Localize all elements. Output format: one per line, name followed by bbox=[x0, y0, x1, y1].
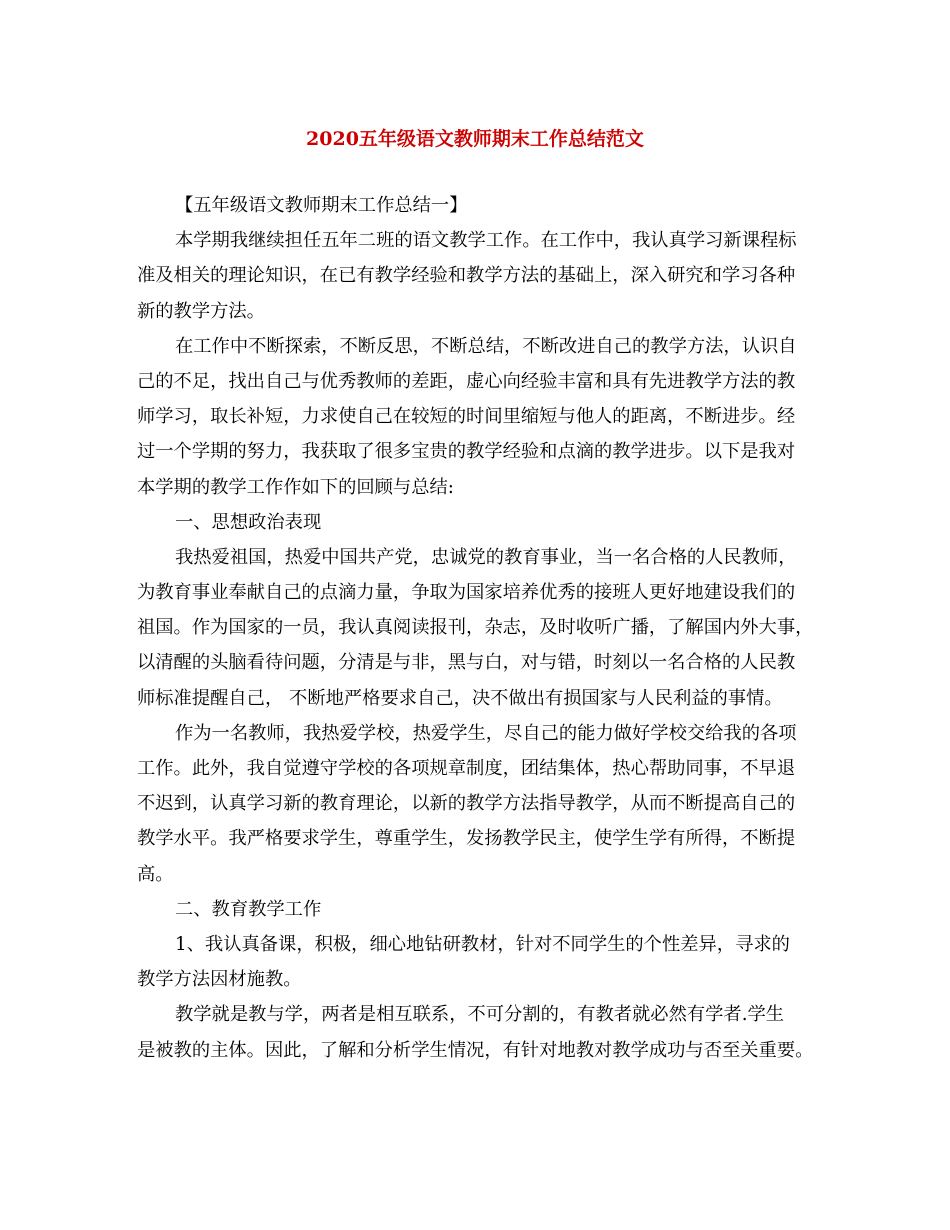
text-line: 作为一名教师，我热爱学校，热爱学生，尽自己的能力做好学校交给我的各项 bbox=[175, 722, 797, 744]
text-line: 以清醒的头脑看待问题，分清是与非，黑与白，对与错，时刻以一名合格的人民教 bbox=[137, 652, 796, 674]
text-line: 是被教的主体。因此，了解和分析学生情况，有针对地教对教学成功与否至关重要。 bbox=[137, 1039, 814, 1061]
text-line: 教学方法因材施教。 bbox=[137, 969, 302, 991]
text-line: 教学就是教与学，两者是相互联系，不可分割的，有教者就必然有学者.学生 bbox=[175, 1004, 785, 1026]
text-line: 过一个学期的努力，我获取了很多宝贵的教学经验和点滴的教学进步。以下是我对 bbox=[137, 441, 796, 463]
text-line: 在工作中不断探索，不断反思，不断总结，不断改进自己的教学方法，认识自 bbox=[175, 335, 797, 357]
text-line: 高。 bbox=[137, 863, 174, 885]
text-line: 师标准提醒自己， 不断地严格要求自己，决不做出有损国家与人民利益的事情。 bbox=[137, 687, 783, 709]
text-line: 1、我认真备课，积极，细心地钻研教材，针对不同学生的个性差异，寻求的 bbox=[175, 933, 790, 955]
document-title: 2020五年级语文教师期末工作总结范文 bbox=[306, 128, 644, 150]
text-line: 本学期的教学工作作如下的回顾与总结: bbox=[137, 476, 454, 498]
text-line: 不迟到，认真学习新的教育理论，以新的教学方法指导教学，从而不断提高自己的 bbox=[137, 793, 796, 815]
text-line: 工作。此外，我自觉遵守学校的各项规章制度，团结集体，热心帮助同事，不早退 bbox=[137, 758, 796, 779]
text-line: 准及相关的理论知识，在已有教学经验和教学方法的基础上，深入研究和学习各种 bbox=[137, 265, 796, 287]
document-body bbox=[137, 188, 823, 1068]
text-line: 本学期我继续担任五年二班的语文教学工作。在工作中，我认真学习新课程标 bbox=[175, 230, 797, 252]
text-line: 一、思想政治表现 bbox=[175, 511, 322, 533]
text-line: 【五年级语文教师期末工作总结一】 bbox=[175, 195, 468, 216]
text-line: 新的教学方法。 bbox=[137, 300, 265, 322]
text-line: 教学水平。我严格要求学生，尊重学生，发扬教学民主，使学生学有所得，不断提 bbox=[137, 828, 796, 850]
text-line: 师学习，取长补短，力求使自己在较短的时间里缩短与他人的距离，不断进步。经 bbox=[137, 406, 796, 428]
text-line: 二、教育教学工作 bbox=[175, 898, 322, 920]
text-line: 己的不足，找出自己与优秀教师的差距，虚心向经验丰富和具有先进教学方法的教 bbox=[137, 370, 796, 392]
text-line: 为教育事业奉献自己的点滴力量，争取为国家培养优秀的接班人更好地建设我们的 bbox=[137, 582, 796, 604]
text-line: 祖国。作为国家的一员，我认真阅读报刊，杂志，及时收听广播，了解国内外大事， bbox=[137, 617, 814, 639]
text-line: 我热爱祖国，热爱中国共产党，忠诚党的教育事业，当一名合格的人民教师， bbox=[175, 546, 797, 568]
